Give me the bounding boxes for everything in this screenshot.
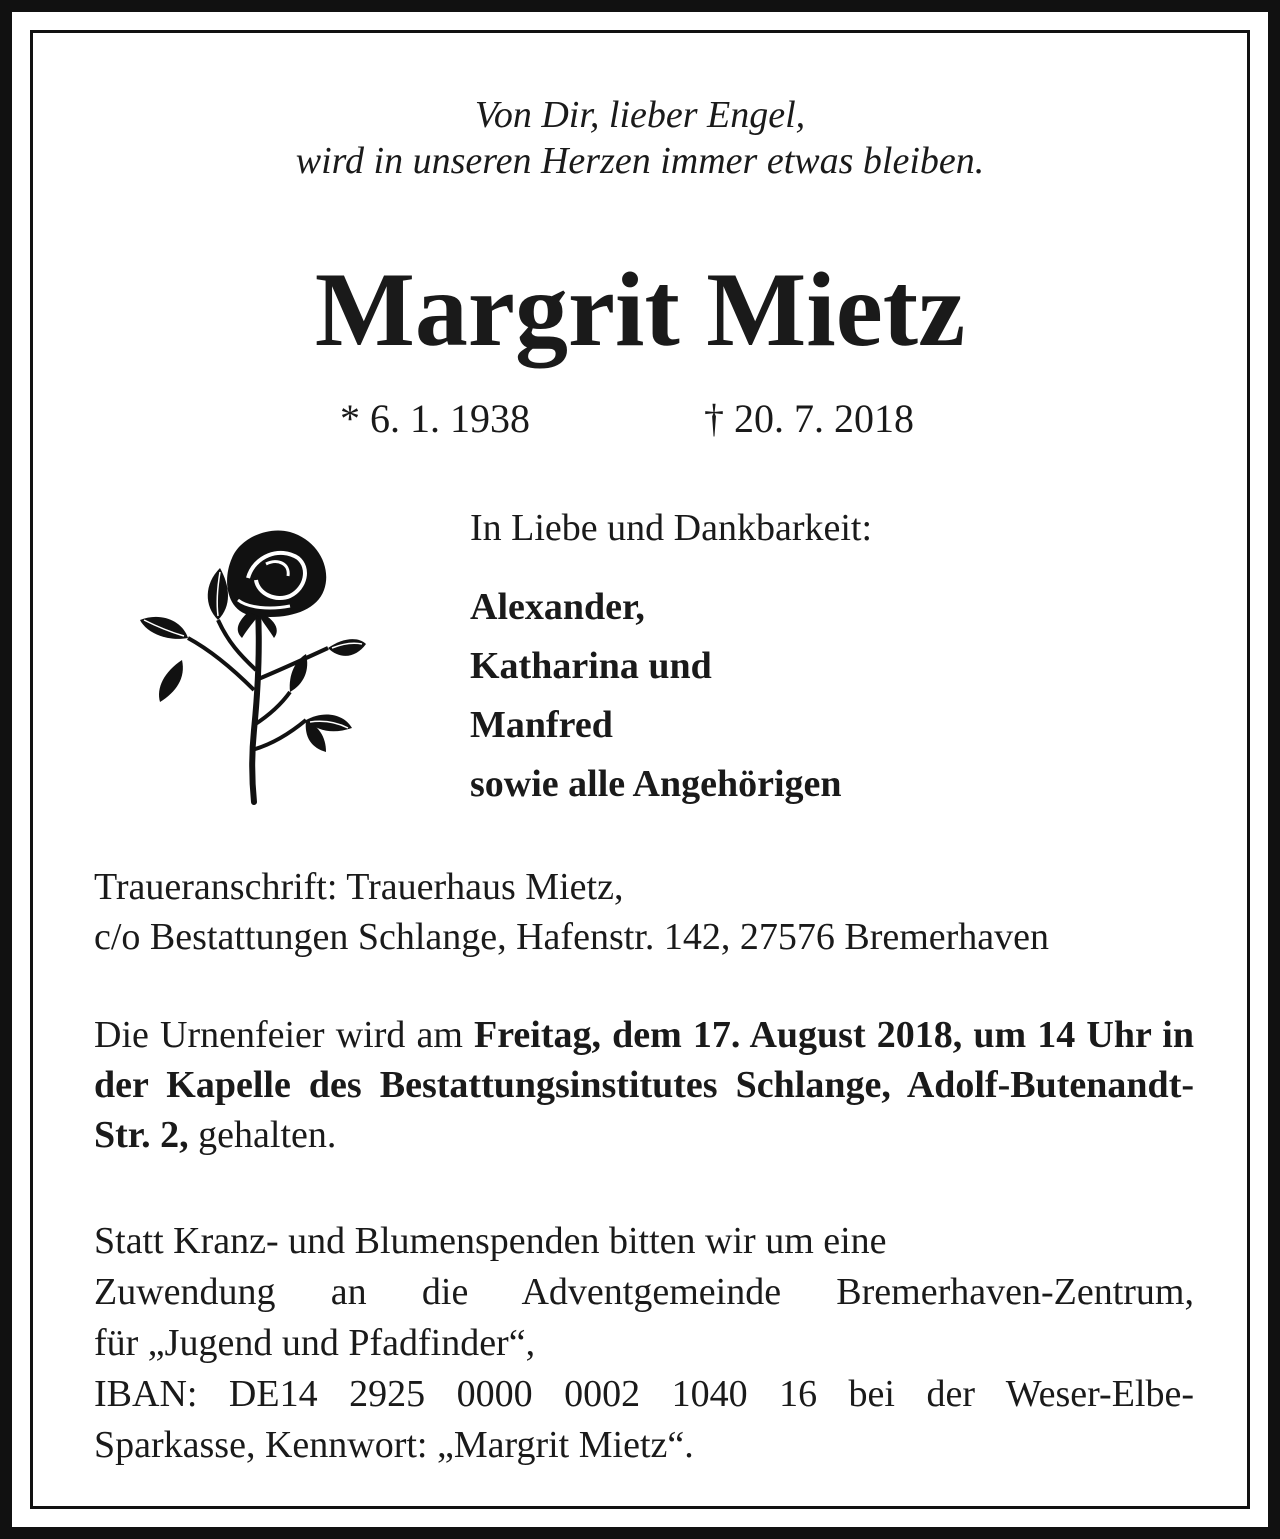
ceremony-prefix: Die Urnenfeier wird am [94, 1014, 475, 1056]
mourner-name: Manfred [470, 704, 613, 746]
ceremony-details: Freitag, dem 17. August 2018, um 14 Uhr in der Kapelle des Bestattungsinstitutes Schlange, Adolf-Butenandt-Str. 2, [94, 1014, 1194, 1156]
donation-line-1: Statt Kranz- und Blumenspenden bitten wir um eine [94, 1220, 887, 1262]
motto-line-1: Von Dir, lieber Engel, [474, 94, 806, 136]
ceremony-suffix: gehalten. [188, 1114, 337, 1156]
donation-info [94, 1216, 1194, 1471]
address-line-2: c/o Bestattungen Schlange, Hafenstr. 142, 27576 Bremerhaven [94, 916, 1050, 958]
donation-line-4: IBAN: DE14 2925 0000 0002 1040 16 bei der Weser-Elbe- [94, 1373, 1194, 1415]
mourner-name: sowie alle Angehörigen [470, 763, 842, 805]
donation-line-3: für „Jugend und Pfadfinder“, [94, 1322, 536, 1364]
mourner-name: Alexander, [470, 586, 645, 628]
mourners-intro: In Liebe und Dankbarkeit: [470, 507, 873, 549]
motto [12, 92, 1268, 184]
address-line-1: Traueranschrift: Trauerhaus Mietz, [94, 866, 624, 908]
mourners-list [470, 578, 842, 814]
death-date: † 20. 7. 2018 [704, 396, 914, 441]
birth-date: * 6. 1. 1938 [340, 396, 530, 441]
mourning-address [94, 862, 1194, 962]
ceremony-info [94, 1010, 1194, 1160]
mourner-name: Katharina und [470, 645, 712, 687]
deceased-name: Margrit Mietz [314, 251, 966, 368]
donation-line-5: Sparkasse, Kennwort: „Margrit Mietz“. [94, 1424, 694, 1466]
motto-line-2: wird in unseren Herzen immer etwas bleiben. [295, 140, 985, 182]
donation-line-2: Zuwendung an die Adventgemeinde Bremerhaven-Zentrum, [94, 1271, 1194, 1313]
rose-icon [130, 520, 370, 810]
